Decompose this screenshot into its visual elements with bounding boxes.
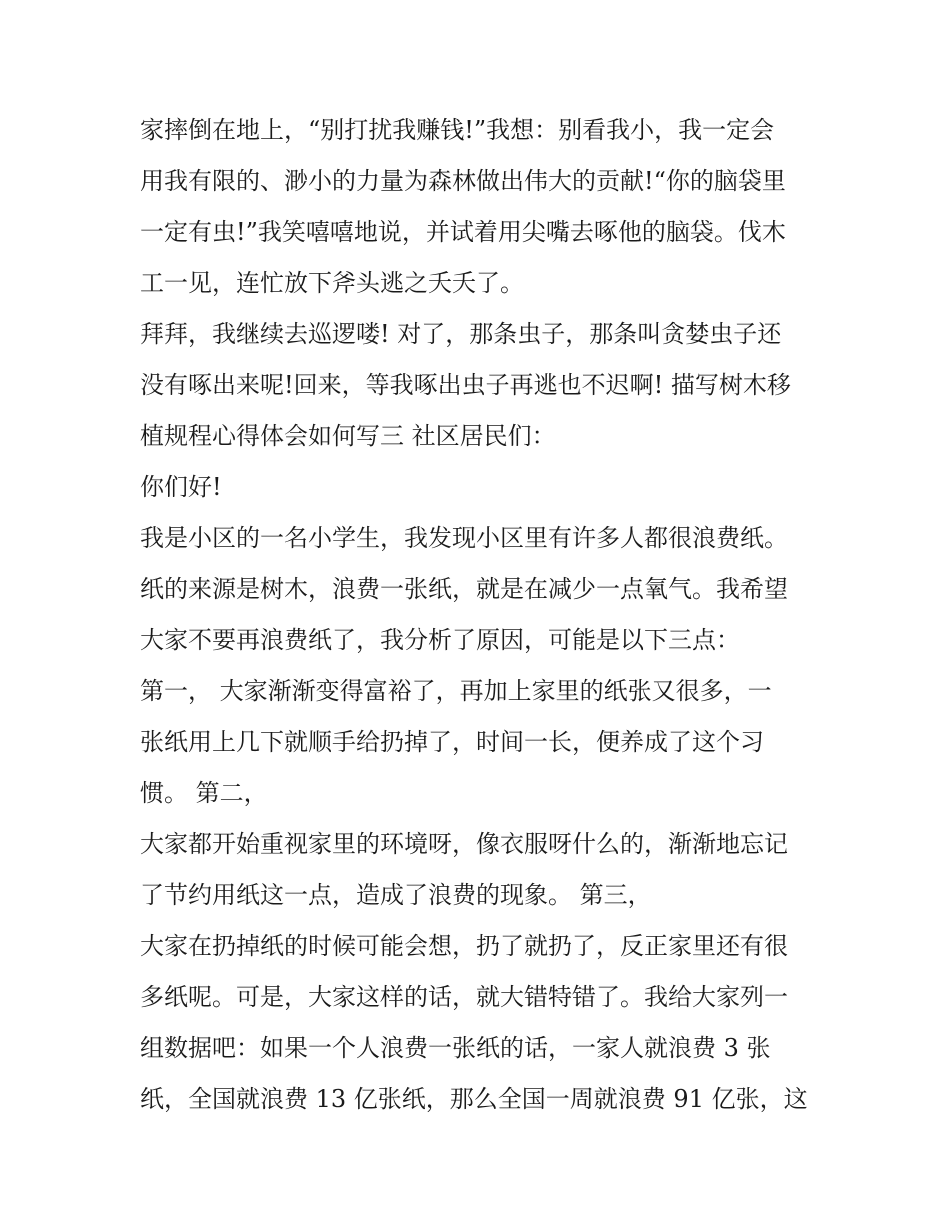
text-line: 植规程心得体会如何写三 社区居民们： <box>140 422 556 450</box>
text-line: 大家都开始重视家里的环境呀，像衣服呀什么的，渐渐地忘记 <box>140 830 788 858</box>
body-text <box>140 105 820 1125</box>
text-line: 第一， 大家渐渐变得富裕了，再加上家里的纸张又很多，一 <box>140 677 772 705</box>
text-line: 张纸用上几下就顺手给扔掉了，时间一长，便养成了这个习 <box>140 728 764 756</box>
text-line: 工一见，连忙放下斧头逃之夭夭了。 <box>140 269 524 297</box>
text-line: 纸，全国就浪费 13 亿张纸，那么全国一周就浪费 91 亿张，这 <box>140 1085 808 1113</box>
text-line: 没有啄出来呢!回来，等我啄出虫子再逃也不迟啊! 描写树木移 <box>140 371 791 399</box>
text-line: 拜拜，我继续去巡逻喽! 对了，那条虫子，那条叫贪婪虫子还 <box>140 320 782 348</box>
text-line: 纸的来源是树木，浪费一张纸，就是在减少一点氧气。我希望 <box>140 575 788 603</box>
text-line: 惯。 第二， <box>140 779 268 807</box>
text-line: 用我有限的、渺小的力量为森林做出伟大的贡献!“你的脑袋里 <box>140 167 786 195</box>
text-line: 了节约用纸这一点，造成了浪费的现象。 第三， <box>140 881 652 909</box>
text-line: 组数据吧：如果一个人浪费一张纸的话，一家人就浪费 3 张 <box>140 1034 771 1062</box>
text-line: 一定有虫!”我笑嘻嘻地说，并试着用尖嘴去啄他的脑袋。伐木 <box>140 218 786 246</box>
text-line: 我是小区的一名小学生，我发现小区里有许多人都很浪费纸。 <box>140 524 788 552</box>
text-line: 你们好! <box>140 473 222 501</box>
text-line: 大家在扔掉纸的时候可能会想，扔了就扔了，反正家里还有很 <box>140 932 788 960</box>
text-line: 多纸呢。可是，大家这样的话，就大错特错了。我给大家列一 <box>140 983 788 1011</box>
text-line: 家摔倒在地上，“别打扰我赚钱!”我想：别看我小，我一定会 <box>140 116 775 144</box>
text-line: 大家不要再浪费纸了，我分析了原因，可能是以下三点： <box>140 626 740 654</box>
